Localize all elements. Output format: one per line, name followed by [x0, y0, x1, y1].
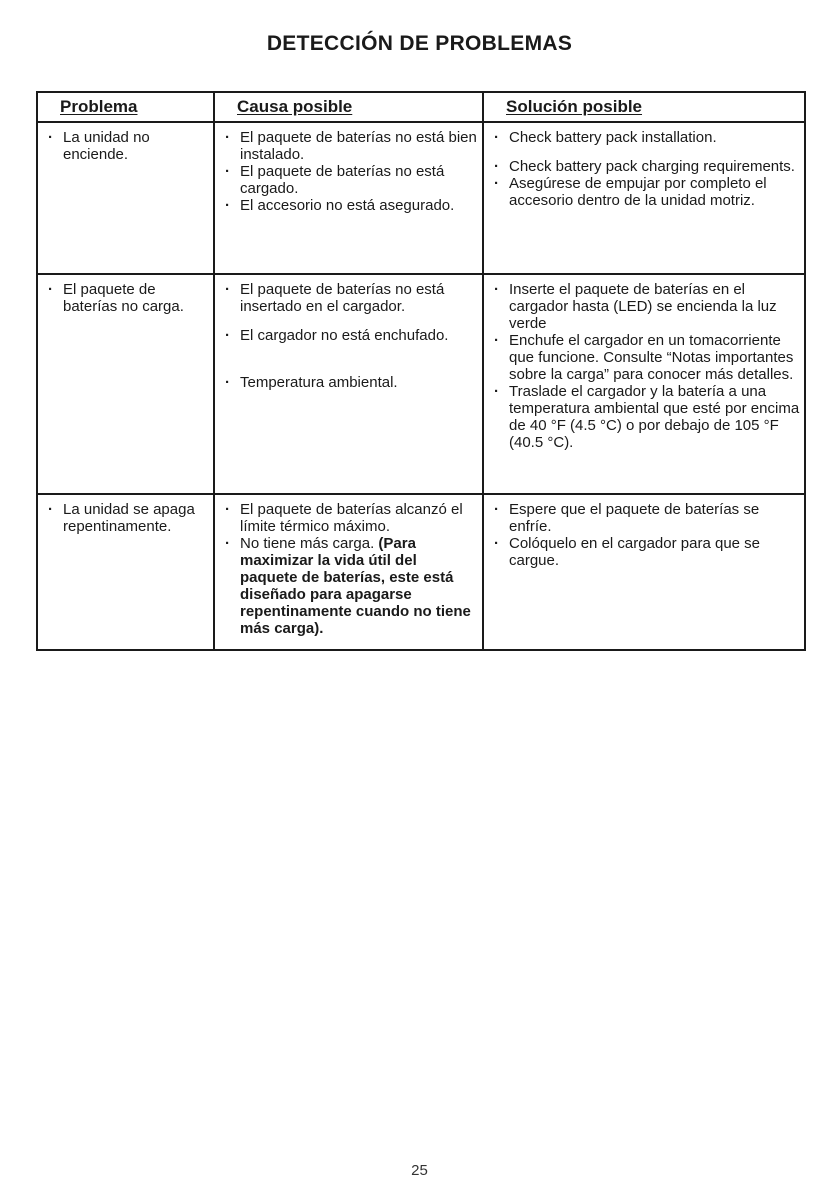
- solution-item: · Check battery pack installation.: [492, 129, 800, 146]
- cause-item: · El paquete de baterías alcanzó el límite térmico máximo.: [223, 501, 478, 535]
- cause-note: (Para maximizar la vida útil del paquete de baterías, este está diseñado para apagarse repentinamente cuando no tiene más carga).: [240, 535, 471, 637]
- cause-cell: [214, 274, 483, 494]
- solution-cell: [483, 274, 805, 494]
- table-header-row: [37, 92, 805, 122]
- solution-item: · Check battery pack charging requirements.: [492, 158, 800, 175]
- cause-item: · El cargador no está enchufado.: [223, 327, 478, 344]
- troubleshooting-table: [36, 91, 806, 651]
- solution-cell: [483, 494, 805, 650]
- cause-item: · El accesorio no está asegurado.: [223, 197, 478, 214]
- problem-item: · La unidad se apaga repentinamente.: [46, 501, 209, 535]
- cause-cell: [214, 494, 483, 650]
- solution-item: · Traslade el cargador y la batería a una temperatura ambiental que esté por encima de 40 °F (4.5 °C) o por debajo de 105 °F (40.5 °C).: [492, 383, 800, 451]
- solution-item: · Espere que el paquete de baterías se enfríe.: [492, 501, 800, 535]
- table-row: [37, 122, 805, 274]
- problem-item: · La unidad no enciende.: [46, 129, 209, 163]
- cause-item: · El paquete de baterías no está bien instalado.: [223, 129, 478, 163]
- problem-cell: [37, 274, 214, 494]
- header-solution: Solución posible: [483, 92, 805, 122]
- problem-cell: [37, 494, 214, 650]
- header-problem: Problema: [37, 92, 214, 122]
- cause-item: · El paquete de baterías no está insertado en el cargador.: [223, 281, 478, 315]
- cause-text: No tiene más carga.: [240, 535, 375, 552]
- solution-item: · Asegúrese de empujar por completo el accesorio dentro de la unidad motriz.: [492, 175, 800, 209]
- solution-item: · Colóquelo en el cargador para que se cargue.: [492, 535, 800, 569]
- page-title: DETECCIÓN DE PROBLEMAS: [266, 32, 573, 55]
- problem-cell: [37, 122, 214, 274]
- table-row: [37, 274, 805, 494]
- cause-cell: [214, 122, 483, 274]
- cause-item: · El paquete de baterías no está cargado.: [223, 163, 478, 197]
- solution-item: · Enchufe el cargador en un tomacorriente que funcione. Consulte “Notas importantes sobre la carga” para conocer más detalles.: [492, 332, 800, 383]
- cause-item: [223, 535, 478, 637]
- problem-item: · El paquete de baterías no carga.: [46, 281, 209, 315]
- table-row: [37, 494, 805, 650]
- header-cause: Causa posible: [214, 92, 483, 122]
- cause-item: · Temperatura ambiental.: [223, 374, 478, 391]
- solution-item: · Inserte el paquete de baterías en el cargador hasta (LED) se encienda la luz verde: [492, 281, 800, 332]
- page-number: 25: [411, 1162, 428, 1179]
- solution-cell: [483, 122, 805, 274]
